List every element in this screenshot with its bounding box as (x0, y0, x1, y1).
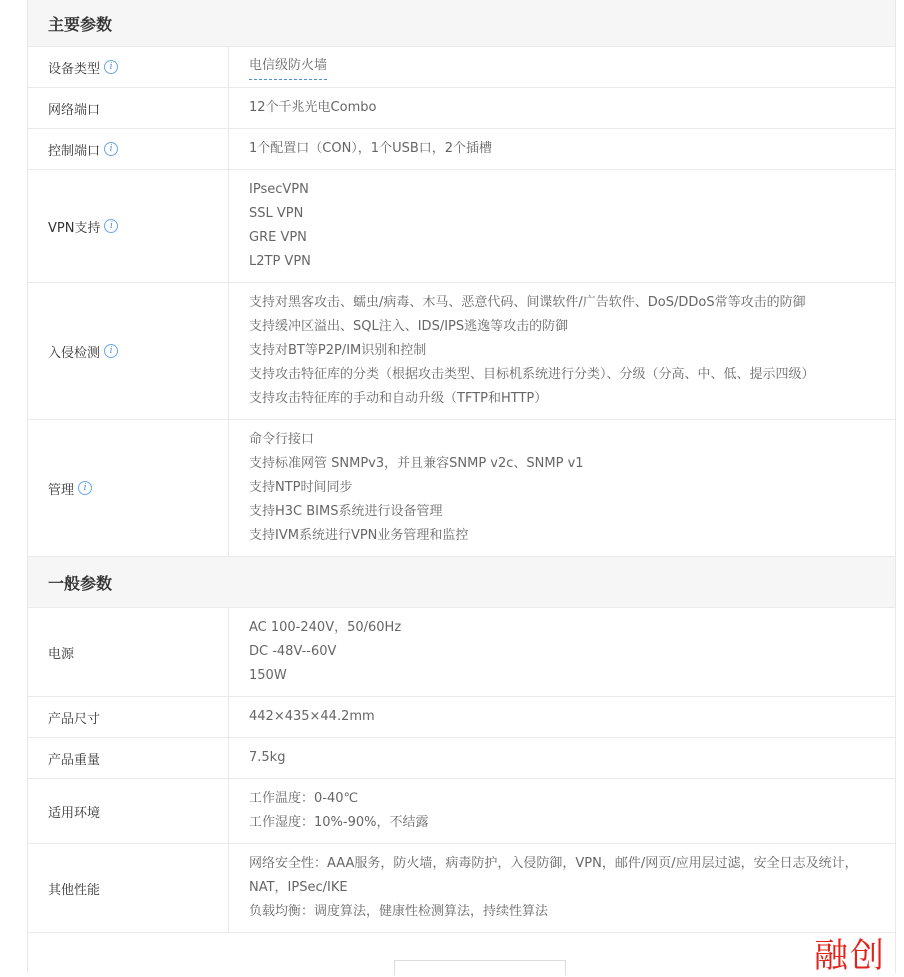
spec-row-vpn (28, 170, 895, 283)
row-label-text: 其他性能 (48, 882, 101, 898)
row-label (28, 608, 229, 696)
info-icon[interactable]: i (104, 219, 118, 233)
row-label (28, 283, 229, 419)
spec-row-power (28, 608, 895, 697)
value-line: 支持标准网管 SNMPv3，并且兼容SNMP v2c、SNMP v1 (249, 456, 584, 471)
value-line: 支持对黑客攻击、蠕虫/病毒、木马、恶意代码、间谍软件/广告软件、DoS/DDoS常等攻击的防御 (249, 295, 806, 310)
row-value (229, 738, 895, 778)
spec-row-environment (28, 779, 895, 844)
row-label-text: 控制端口 (48, 143, 101, 159)
row-value (229, 170, 895, 282)
value-line: 支持缓冲区溢出、SQL注入、IDS/IPS逃逸等攻击的防御 (249, 319, 569, 334)
row-label-text: 产品重量 (48, 752, 101, 768)
value-text: 7.5kg (249, 750, 286, 765)
value-line: 命令行接口 (249, 432, 315, 447)
value-line: 网络安全性：AAA服务，防火墙，病毒防护，入侵防御，VPN，邮件/网页/应用层过滤，安全日志及统计，NAT，IPSec/IKE (249, 856, 858, 895)
value-line: AC 100-240V，50/60Hz (249, 620, 402, 635)
value-line: 支持攻击特征库的手动和自动升级（TFTP和HTTP） (249, 391, 548, 406)
row-label-text: 入侵检测 (48, 345, 101, 361)
value-line: 支持攻击特征库的分类（根据攻击类型、目标机系统进行分类）、分级（分高、中、低、提示四级） (249, 367, 815, 382)
row-value (229, 608, 895, 696)
value-line: SSL VPN (249, 206, 304, 221)
value-line: 负载均衡：调度算法，健康性检测算法，持续性算法 (249, 904, 549, 919)
value-line: 支持IVM系统进行VPN业务管理和监控 (249, 528, 469, 543)
row-label (28, 844, 229, 932)
watermark-text: 融创 (814, 936, 886, 976)
value-line: GRE VPN (249, 230, 307, 245)
row-label-text: 管理 (48, 482, 75, 498)
section-header-main: 主要参数 (28, 0, 895, 47)
value-line: 150W (249, 668, 287, 683)
row-label (28, 697, 229, 737)
spec-row-size (28, 697, 895, 738)
spec-row-other (28, 844, 895, 933)
spec-row-management (28, 420, 895, 557)
spec-row-device-type (28, 47, 895, 88)
value-text: 442×435×44.2mm (249, 709, 375, 724)
row-label (28, 738, 229, 778)
value-line: 工作温度：0-40℃ (249, 791, 359, 806)
row-value (229, 88, 895, 128)
row-label-text: 电源 (48, 646, 75, 662)
value-line: 支持H3C BIMS系统进行设备管理 (249, 504, 443, 519)
value-line: L2TP VPN (249, 254, 311, 269)
row-label (28, 129, 229, 169)
section-header-general: 一般参数 (28, 557, 895, 608)
spec-row-control-ports (28, 129, 895, 170)
row-label-text: 适用环境 (48, 805, 101, 821)
info-icon[interactable]: i (104, 60, 118, 74)
bottom-area (28, 933, 895, 973)
value-line: 支持对BT等P2P/IM识别和控制 (249, 343, 427, 358)
value-text: 12个千兆光电Combo (249, 100, 377, 115)
info-icon[interactable]: i (78, 481, 92, 495)
spec-row-network-ports (28, 88, 895, 129)
spec-table (27, 0, 896, 973)
row-label-text: VPN支持 (48, 220, 101, 236)
value-text: 1个配置口（CON），1个USB口，2个插槽 (249, 141, 493, 156)
spec-row-weight (28, 738, 895, 779)
value-line: 支持NTP时间同步 (249, 480, 353, 495)
spec-row-intrusion-detection (28, 283, 895, 420)
row-label (28, 47, 229, 87)
row-label (28, 170, 229, 282)
device-type-link[interactable]: 电信级防火墙 (249, 54, 327, 80)
row-label (28, 88, 229, 128)
row-value (229, 844, 895, 932)
row-label-text: 网络端口 (48, 102, 101, 118)
row-value (229, 697, 895, 737)
value-line: 工作湿度：10%-90%，不结露 (249, 815, 429, 830)
row-label (28, 420, 229, 556)
value-line: IPsecVPN (249, 182, 309, 197)
row-label-text: 设备类型 (48, 61, 101, 77)
row-value (229, 47, 895, 87)
row-value (229, 129, 895, 169)
info-icon[interactable]: i (104, 344, 118, 358)
value-line: DC -48V--60V (249, 644, 337, 659)
info-icon[interactable]: i (104, 142, 118, 156)
row-value (229, 283, 895, 419)
row-label (28, 779, 229, 843)
row-label-text: 产品尺寸 (48, 711, 101, 727)
row-value (229, 779, 895, 843)
row-value (229, 420, 895, 556)
